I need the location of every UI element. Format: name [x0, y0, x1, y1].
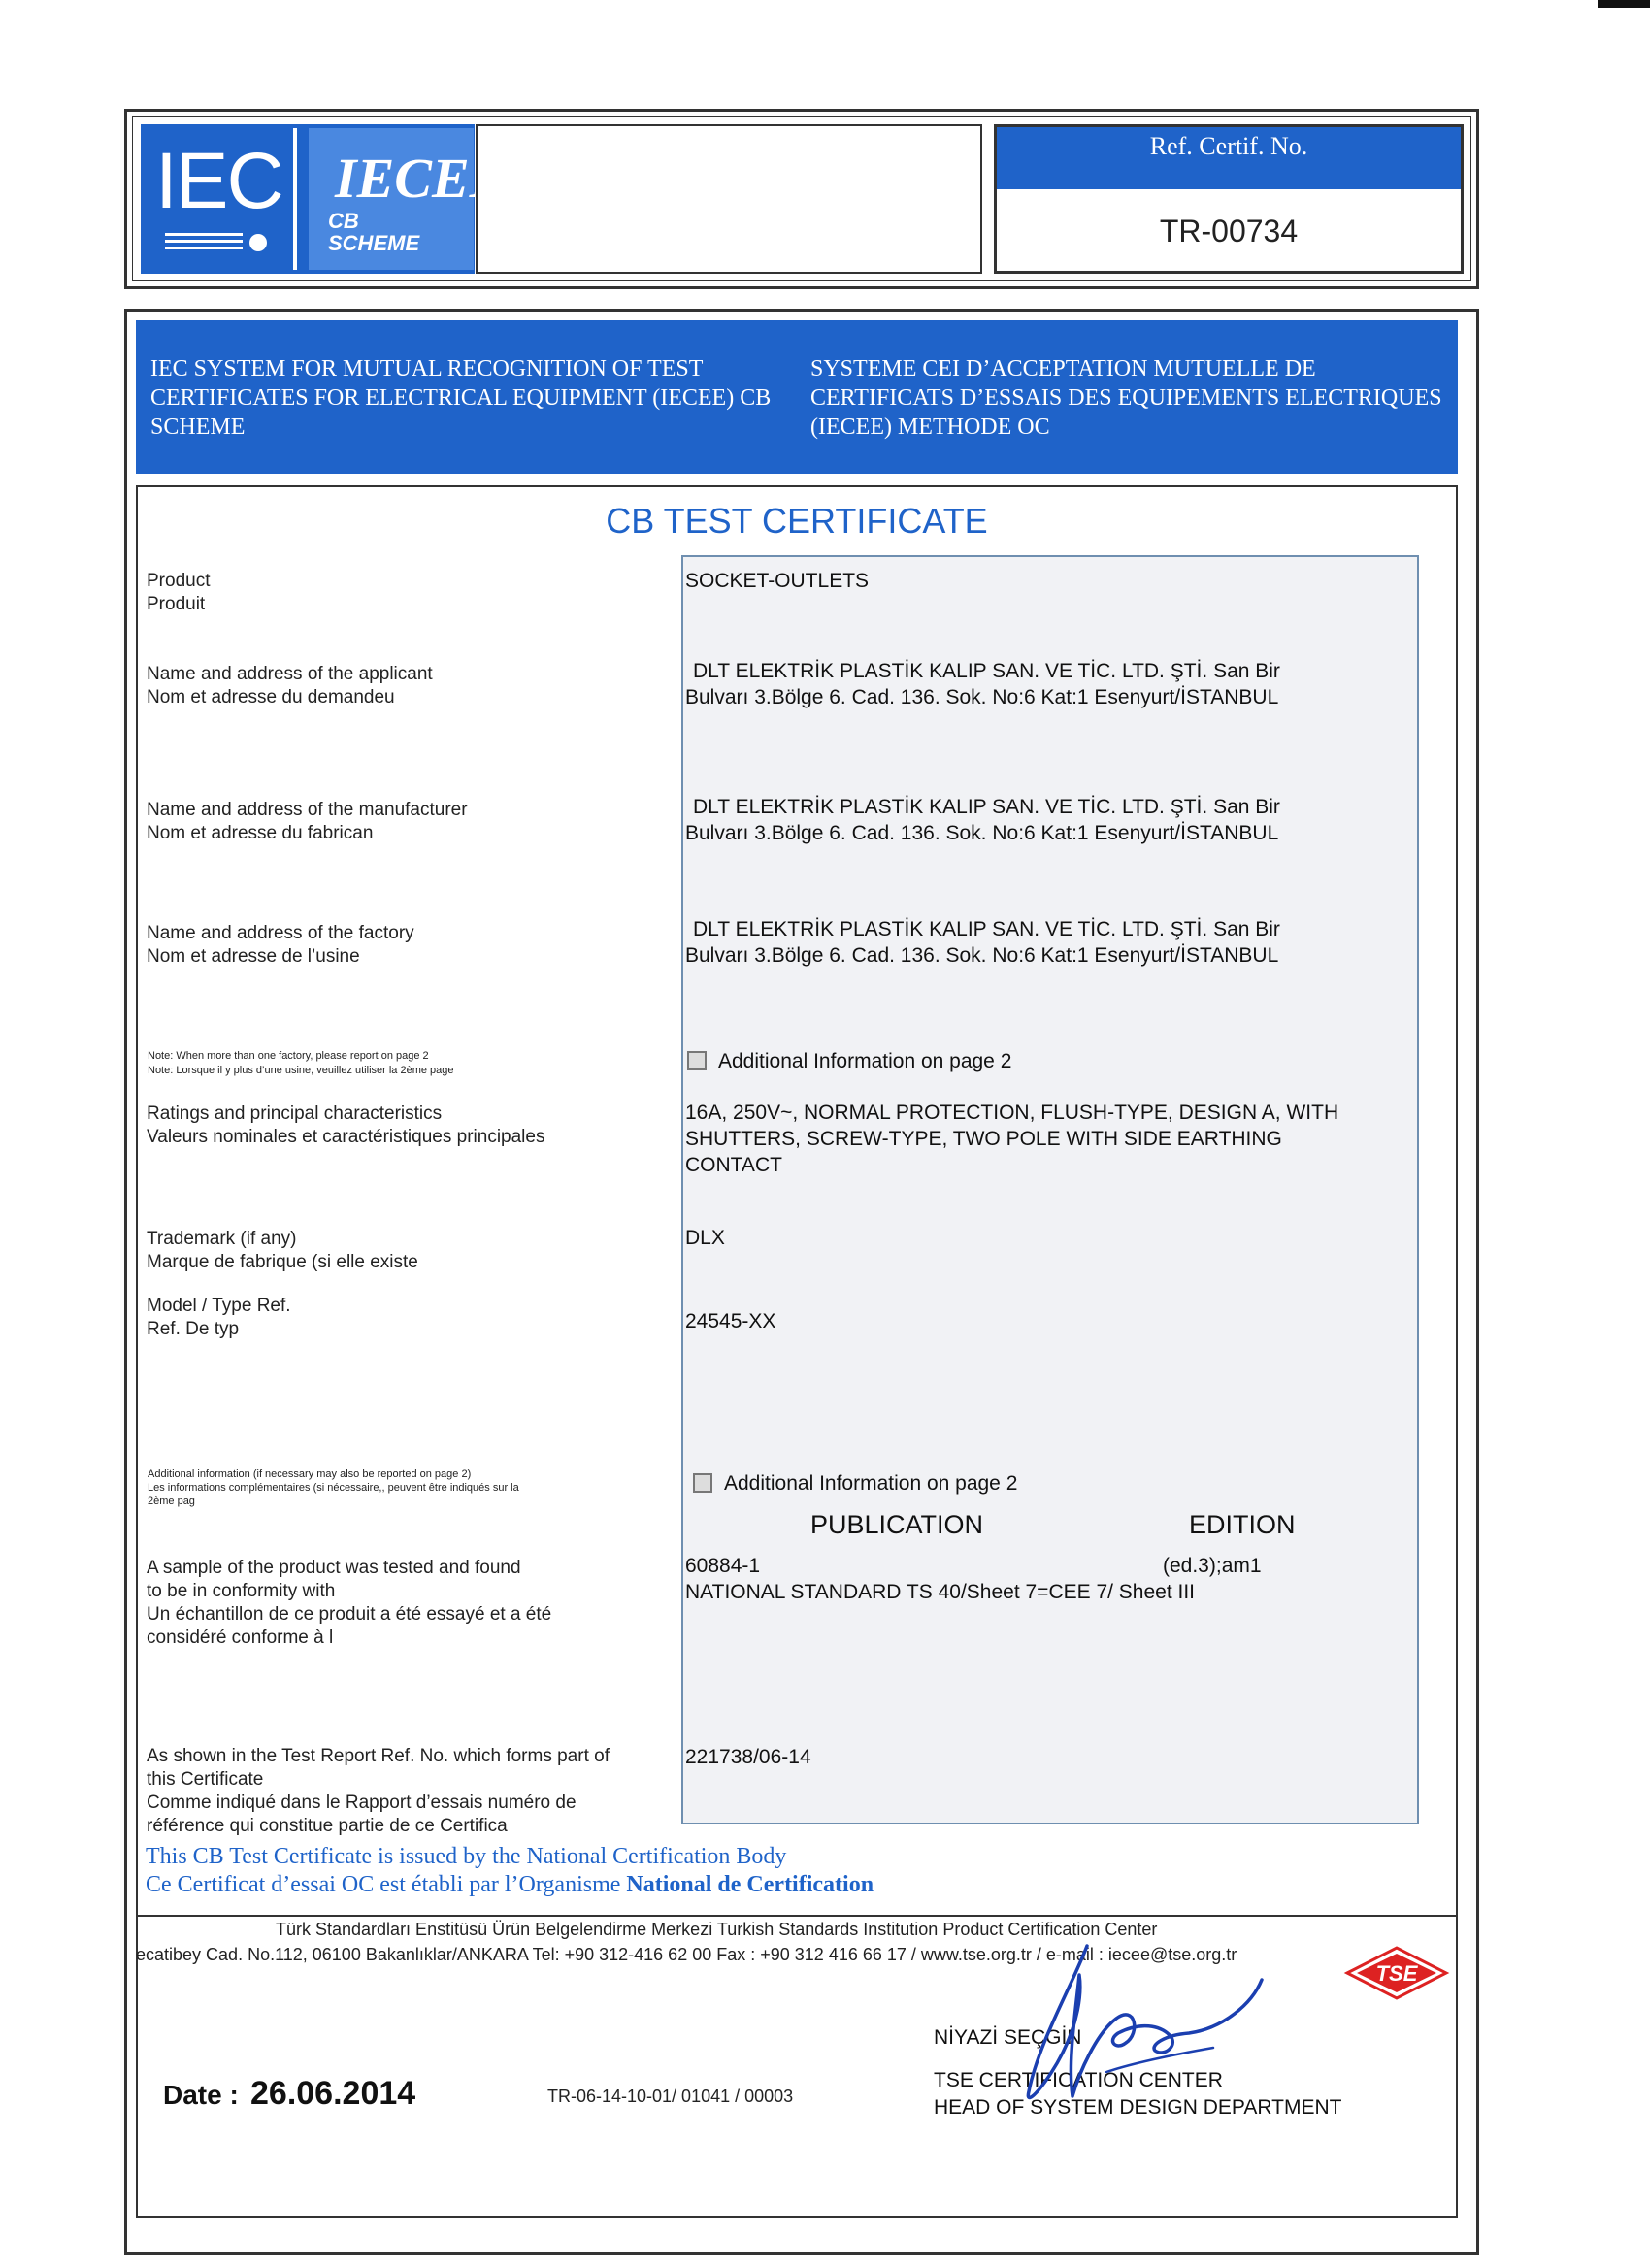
- report-label-line4: référence qui constitue partie de ce Certifica: [147, 1816, 508, 1836]
- iec-logo-lines-icon: [165, 231, 272, 252]
- applicant-value-line2: Bulvarı 3.Bölge 6. Cad. 136. Sok. No:6 Kat:1 Esenyurt/İSTANBUL: [685, 686, 1279, 708]
- additional-note-line1: Additional information (if necessary may also be reported on page 2): [148, 1468, 472, 1480]
- national-standard-value: NATIONAL STANDARD TS 40/Sheet 7=CEE 7/ Sheet III: [685, 1581, 1196, 1603]
- conformity-label-line1: A sample of the product was tested and found: [147, 1558, 521, 1578]
- conformity-label-line4: considéré conforme à l: [147, 1627, 334, 1648]
- header-blank-field: [476, 124, 982, 274]
- trademark-value: DLX: [685, 1227, 725, 1249]
- model-label-fr: Ref. De typ: [147, 1319, 240, 1339]
- ratings-value-line2: SHUTTERS, SCREW-TYPE, TWO POLE WITH SIDE EARTHING: [685, 1128, 1282, 1150]
- manufacturer-label-fr: Nom et adresse du fabrican: [147, 823, 374, 843]
- manufacturer-value-line1: DLT ELEKTRİK PLASTİK KALIP SAN. VE TİC. LTD. ŞTİ. San Bir: [693, 796, 1280, 818]
- applicant-label-fr: Nom et adresse du demandeu: [147, 687, 395, 707]
- factory-label-en: Name and address of the factory: [147, 923, 414, 943]
- date-label: Date :: [163, 2080, 239, 2110]
- additional-note-line2: Les informations complémentaires (si nécessaire,, peuvent être indiqués sur la: [148, 1482, 519, 1494]
- report-label-line3: Comme indiqué dans le Rapport d’essais numéro de: [147, 1792, 577, 1813]
- tse-logo-icon: [1343, 1945, 1450, 2001]
- additional-info-checkbox[interactable]: [693, 1473, 712, 1493]
- ratings-value-line3: CONTACT: [685, 1154, 782, 1176]
- banner-french: SYSTEME CEI D’ACCEPTATION MUTUELLE DE CERTIFICATS D’ESSAIS DES EQUIPEMENTS ELECTRIQUES (IECEE) METHODE OC: [810, 356, 1442, 440]
- ratings-label-en: Ratings and principal characteristics: [147, 1103, 443, 1124]
- factory-additional-info-checkbox[interactable]: [687, 1051, 707, 1070]
- publication-header: PUBLICATION: [810, 1510, 984, 1539]
- applicant-value-line1: DLT ELEKTRİK PLASTİK KALIP SAN. VE TİC. LTD. ŞTİ. San Bir: [693, 660, 1280, 682]
- factory-note-en: Note: When more than one factory, please report on page 2: [148, 1050, 429, 1062]
- additional-info-label: Additional Information on page 2: [724, 1472, 1018, 1495]
- ratings-value-line1: 16A, 250V~, NORMAL PROTECTION, FLUSH-TYPE, DESIGN A, WITH: [685, 1101, 1339, 1124]
- product-value: SOCKET-OUTLETS: [685, 570, 870, 592]
- footer-separator: [136, 1915, 1458, 1917]
- signatory-name: NİYAZİ SEÇGİN: [934, 2026, 1082, 2049]
- certificate-data-box: [681, 555, 1419, 1824]
- report-label-line2: this Certificate: [147, 1769, 264, 1790]
- factory-additional-info-label: Additional Information on page 2: [718, 1050, 1012, 1072]
- edition-header: EDITION: [1189, 1510, 1296, 1539]
- ref-certif-number: TR-00734: [1159, 214, 1299, 248]
- manufacturer-value-line2: Bulvarı 3.Bölge 6. Cad. 136. Sok. No:6 Kat:1 Esenyurt/İSTANBUL: [685, 822, 1279, 844]
- footer-address-line: ecatibey Cad. No.112, 06100 Bakanlıklar/ANKARA Tel: +90 312-416 62 00 Fax : +90 312 416 66 17 / www.tse.org.tr / e-mail : iecee@tse.org.tr: [136, 1945, 1238, 1964]
- issued-fr-bold: National de Certification: [626, 1872, 874, 1897]
- report-ref-value: 221738/06-14: [685, 1746, 811, 1768]
- iecee-logo-text: IECEE: [335, 147, 508, 210]
- product-label-fr: Produit: [147, 594, 206, 614]
- report-label-line1: As shown in the Test Report Ref. No. which forms part of: [147, 1746, 610, 1766]
- conformity-label-line2: to be in conformity with: [147, 1581, 336, 1601]
- footer-institution-line: Türk Standardları Enstitüsü Ürün Belgelendirme Merkezi Turkish Standards Institution Product Certification Center: [276, 1920, 1158, 1939]
- model-value: 24545-XX: [685, 1310, 776, 1332]
- ratings-label-fr: Valeurs nominales et caractéristiques principales: [147, 1127, 545, 1147]
- issued-by-english: This CB Test Certificate is issued by the National Certification Body: [146, 1844, 787, 1869]
- product-label-en: Product: [147, 571, 211, 591]
- iec-logo-text: IEC: [155, 137, 282, 225]
- model-label-en: Model / Type Ref.: [147, 1296, 291, 1316]
- signatory-title-line2: HEAD OF SYSTEM DESIGN DEPARTMENT: [934, 2096, 1342, 2119]
- issued-fr-plain: Ce Certificat d’essai OC est établi par l’Organisme: [146, 1872, 627, 1897]
- factory-note-fr: Note: Lorsque il y plus d’une usine, veuillez utiliser la 2ème page: [148, 1065, 454, 1076]
- publication-value: 60884-1: [685, 1555, 761, 1577]
- svg-text:TSE: TSE: [1375, 1961, 1418, 1986]
- conformity-label-line3: Un échantillon de ce produit a été essayé et a été: [147, 1604, 552, 1625]
- edition-value: (ed.3);am1: [1163, 1555, 1262, 1577]
- issued-by-french: [146, 1872, 874, 1898]
- factory-label-fr: Nom et adresse de l’usine: [147, 946, 360, 967]
- cb-logo-text: CB: [328, 209, 359, 233]
- date-value: 26.06.2014: [250, 2075, 416, 2112]
- banner-english: IEC SYSTEM FOR MUTUAL RECOGNITION OF TEST CERTIFICATES FOR ELECTRICAL EQUIPMENT (IECEE) CB SCHEME: [150, 356, 772, 440]
- signatory-title-line1: TSE CERTIFICATION CENTER: [934, 2069, 1223, 2091]
- factory-value-line1: DLT ELEKTRİK PLASTİK KALIP SAN. VE TİC. LTD. ŞTİ. San Bir: [693, 918, 1280, 940]
- document-number: TR-06-14-10-01/ 01041 / 00003: [547, 2087, 794, 2106]
- scheme-logo-text: SCHEME: [328, 231, 420, 255]
- trademark-label-en: Trademark (if any): [147, 1229, 297, 1249]
- trademark-label-fr: Marque de fabrique (si elle existe: [147, 1252, 418, 1272]
- handwritten-signature-icon: [971, 1926, 1291, 2120]
- applicant-label-en: Name and address of the applicant: [147, 664, 433, 684]
- ref-certif-label: Ref. Certif. No.: [1149, 132, 1308, 160]
- scan-corner-mark: [1598, 0, 1650, 8]
- factory-value-line2: Bulvarı 3.Bölge 6. Cad. 136. Sok. No:6 Kat:1 Esenyurt/İSTANBUL: [685, 944, 1279, 967]
- manufacturer-label-en: Name and address of the manufacturer: [147, 800, 468, 820]
- certificate-title: CB TEST CERTIFICATE: [606, 501, 988, 541]
- additional-note-line3: 2ème pag: [148, 1496, 195, 1507]
